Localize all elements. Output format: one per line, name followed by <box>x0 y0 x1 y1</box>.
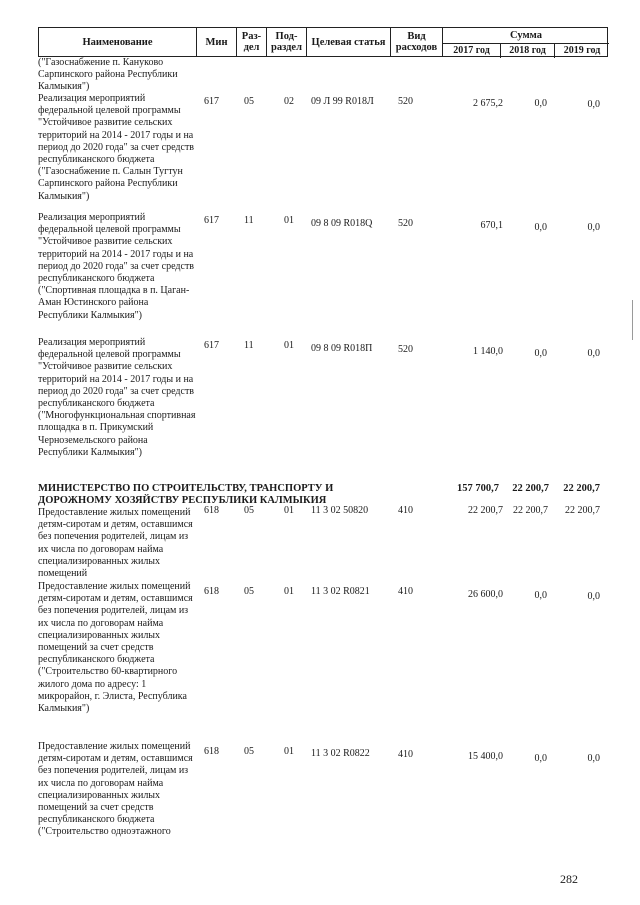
row-name: Реализация мероприятий федеральной целевой программы "Устойчивое развитие сельских территорий на 2014 - 2017 годы и на период до 2020 года" за счет средств республиканского бюджета ("Спортивная площадка в п. Цаган-Аман Юстинского района Республики Калмыкия") <box>38 212 195 321</box>
row-min: 618 <box>204 746 219 757</box>
row-razdel: 11 <box>244 215 254 226</box>
ministry-2017: 157 700,7 <box>457 483 499 494</box>
row-2018: 0,0 <box>534 753 547 764</box>
row-statya: 09 8 09 R018П <box>311 343 373 354</box>
row-podrazdel: 01 <box>284 215 294 226</box>
row-razdel: 05 <box>244 586 254 597</box>
row-podrazdel: 01 <box>284 746 294 757</box>
header-vid: Вид расходов <box>391 28 443 56</box>
row-2018: 0,0 <box>534 222 547 233</box>
row-name: Предоставление жилых помещений детям-сиротам и детям, оставшимся без попечения родителей, лицам из их числа по договорам найма специализированных жилых помещений <box>38 507 193 580</box>
header-2019: 2019 год <box>563 45 601 56</box>
row-name: Реализация мероприятий федеральной целевой программы "Устойчивое развитие сельских территорий на 2014 - 2017 годы и на период до 2020 года" за счет средств республиканского бюджета ("Многофункциональная спортивная площадка в п. Прикумский Черноземельского района Республики Калмыкия") <box>38 337 196 458</box>
row-vid: 410 <box>398 586 413 597</box>
row-2018: 22 200,7 <box>513 505 548 516</box>
row-razdel: 05 <box>244 746 254 757</box>
row-min: 617 <box>204 340 219 351</box>
ministry-2018: 22 200,7 <box>512 483 549 494</box>
row-name: ("Газоснабжение п. Кануково Сарпинского района Республики Калмыкия") <box>38 57 178 93</box>
header-summa: Сумма <box>443 28 609 44</box>
header-2018: 2018 год <box>501 44 555 58</box>
row-razdel: 05 <box>244 505 254 516</box>
row-podrazdel: 01 <box>284 586 294 597</box>
ministry-2019: 22 200,7 <box>563 483 600 494</box>
row-razdel: 05 <box>244 96 254 107</box>
row-name: Предоставление жилых помещений детям-сиротам и детям, оставшимся без попечения родителей, лицам из их числа по договорам найма специализированных жилых помещений за счет средств республиканского бюджета ("Строительство одноэтажного <box>38 741 193 838</box>
row-2019: 0,0 <box>587 591 600 602</box>
row-min: 617 <box>204 96 219 107</box>
table-header <box>38 27 608 57</box>
row-vid: 520 <box>398 218 413 229</box>
row-2018: 0,0 <box>534 348 547 359</box>
row-2017: 26 600,0 <box>468 589 503 600</box>
row-statya: 09 8 09 R018Q <box>311 218 373 229</box>
row-statya: 09 Л 99 R018Л <box>311 96 374 107</box>
row-statya: 11 3 02 50820 <box>311 505 369 516</box>
header-name: Наименование <box>39 28 197 56</box>
row-2019: 0,0 <box>587 99 600 110</box>
row-name: Реализация мероприятий федеральной целевой программы "Устойчивое развитие сельских территорий на 2014 - 2017 годы и на период до 2020 года" за счет средств республиканского бюджета ("Газоснабжение п. Салын Тугтун Сарпинского района Республики Калмыкия") <box>38 93 195 202</box>
header-min: Мин <box>197 28 237 56</box>
row-2019: 0,0 <box>587 753 600 764</box>
row-2019: 22 200,7 <box>565 505 600 516</box>
row-statya: 11 3 02 R0822 <box>311 748 370 759</box>
row-vid: 410 <box>398 505 413 516</box>
row-2019: 0,0 <box>587 222 600 233</box>
page-number: 282 <box>560 872 578 886</box>
row-vid: 410 <box>398 749 413 760</box>
header-podrazdel: Под-раздел <box>267 28 307 56</box>
ministry-name: МИНИСТЕРСТВО ПО СТРОИТЕЛЬСТВУ, ТРАНСПОРТУ И ДОРОЖНОМУ ХОЗЯЙСТВУ РЕСПУБЛИКИ КАЛМЫКИЯ <box>38 483 334 506</box>
row-podrazdel: 01 <box>284 340 294 351</box>
row-2017: 22 200,7 <box>468 505 503 516</box>
row-2018: 0,0 <box>534 98 547 109</box>
row-razdel: 11 <box>244 340 254 351</box>
row-vid: 520 <box>398 96 413 107</box>
row-2017: 670,1 <box>480 220 503 231</box>
row-2017: 15 400,0 <box>468 751 503 762</box>
row-2017: 2 675,2 <box>473 98 503 109</box>
row-min: 617 <box>204 215 219 226</box>
row-min: 618 <box>204 505 219 516</box>
row-podrazdel: 02 <box>284 96 294 107</box>
header-statya: Целевая статья <box>307 28 391 56</box>
row-statya: 11 3 02 R0821 <box>311 586 370 597</box>
header-razdel: Раз-дел <box>237 28 267 56</box>
row-vid: 520 <box>398 344 413 355</box>
row-2017: 1 140,0 <box>473 346 503 357</box>
margin-mark <box>632 300 633 340</box>
header-2017: 2017 год <box>443 44 501 58</box>
row-2018: 0,0 <box>534 590 547 601</box>
row-name: Предоставление жилых помещений детям-сиротам и детям, оставшимся без попечения родителей, лицам из их числа по договорам найма специализированных жилых помещений за счет средств республиканского бюджета ("Строительство 60-квартирного жилого дома по адресу: 1 микрорайон, г. Элиста, Республика Калмыкия") <box>38 581 193 715</box>
row-min: 618 <box>204 586 219 597</box>
row-podrazdel: 01 <box>284 505 294 516</box>
row-2019: 0,0 <box>587 348 600 359</box>
